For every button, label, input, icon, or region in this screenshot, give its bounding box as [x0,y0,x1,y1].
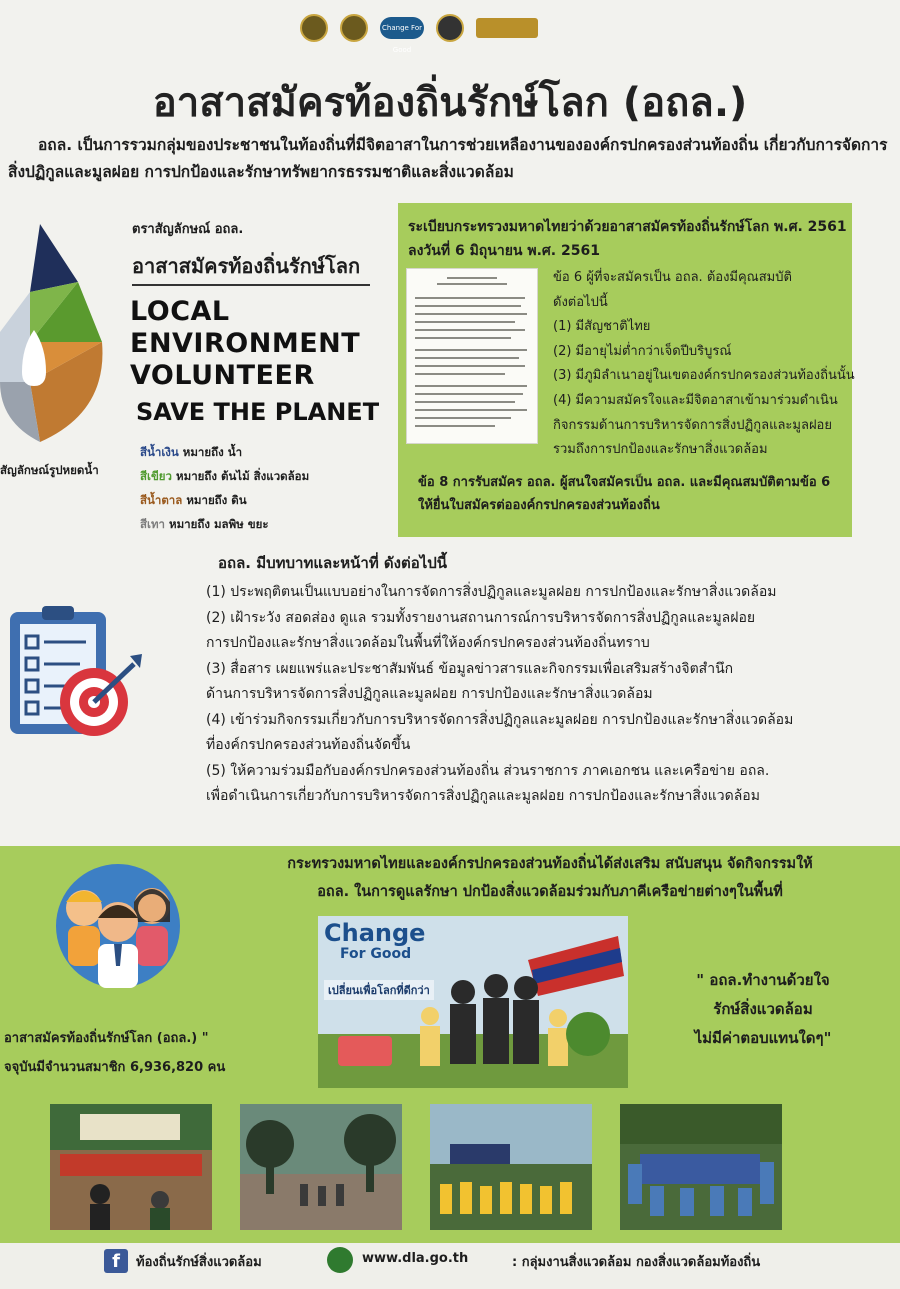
duty-line: (1) ประพฤติตนเป็นแบบอย่างในการจัดการสิ่งปฏิกูลและมูลฝอย การปกป้องและรักษาสิ่งแวดล้อม [206,584,777,600]
poster-tagline: เปลี่ยนเพื่อโลกที่ดีกว่า [324,980,434,1000]
activity-photo [240,1104,402,1230]
facebook-link[interactable]: ท้องถิ่นรักษ์สิ่งแวดล้อม [136,1255,262,1270]
ministry-seal-icon [300,14,328,42]
volunteer-caption: อาสาสมัครท้องถิ่นรักษ์โลก (อถล.) " [4,1031,209,1046]
legend-meaning: หมายถึง ต้นไม้ สิ่งแวดล้อม [176,469,310,483]
duty-line: (4) เข้าร่วมกิจกรรมเกี่ยวกับการบริหารจัดการสิ่งปฏิกูลและมูลฝอย การปกป้องและรักษาสิ่งแวดล้อม [206,711,794,728]
emblem-icon [436,14,464,42]
regulation-items [553,266,853,463]
quote-line: ไม่มีค่าตอบแทนใดๆ" [694,1029,832,1047]
legend-color-name: สีเขียว [140,469,173,483]
legend-item [140,488,309,512]
volunteer-count [4,1024,225,1082]
volunteers-illustration [48,862,188,990]
logo-divider [132,284,370,286]
regulation-footer [418,471,848,517]
quote-line: รักษ์สิ่งแวดล้อม [713,1000,813,1018]
member-count: จจุบันมีจำนวนสมาชิก 6,936,820 คน [4,1060,226,1075]
division-credit: : กลุ่มงานสิ่งแวดล้อม กองสิ่งแวดล้อมท้องถิ่น [512,1255,761,1270]
promo-line: อถล. ในการดูแลรักษา ปกป้องสิ่งแวดล้อมร่วมกับภาคีเครือข่ายต่างๆในพื้นที่ [317,884,783,900]
legend-item [140,512,309,536]
regulation-title [408,215,848,263]
globe-icon[interactable] [327,1247,353,1273]
department-logo [476,18,538,38]
activity-photo [430,1104,592,1230]
regulation-item: (2) มีอายุไม่ต่ำกว่าเจ็ดปีบริบูรณ์ [553,343,732,359]
eng-line-3: VOLUNTEER [130,360,315,391]
duty-line: (2) เฝ้าระวัง สอดส่อง ดูแล รวมทั้งรายงานสถานการณ์การบริหารจัดการสิ่งปฏิกูลและมูลฝอย [206,609,756,626]
partner-logos [300,14,538,54]
regulation-item: กิจกรรมด้านการบริหารจัดการสิ่งปฏิกูลและมูลฝอย [553,417,832,433]
logo-slogan: SAVE THE PLANET [136,398,380,426]
regulation-item: (4) มีความสมัครใจและมีจิตอาสาเข้ามาร่วมดำเนิน [553,392,838,408]
intro-text: อถล. เป็นการรวมกลุ่มของประชาชนในท้องถิ่นที่มีจิตอาสาในการช่วยเหลืองานขององค์กรปกครองส่วนท้องถิ่น เกี่ยวกับการจัดการสิ่งปฏิกูลและมูลฝอย การปกป้องและรักษาทรัพยากรธรรมชาติและสิ่งแวดล้อม [8,136,888,181]
drop-caption: สัญลักษณ์รูปหยดน้ำ [0,463,99,477]
regulation-item: (1) มีสัญชาติไทย [553,319,651,335]
eng-line-1: LOCAL [130,296,230,327]
legend-meaning: หมายถึง น้ำ [182,445,243,459]
dla-seal-icon [340,14,368,42]
quote-line: " อถล.ทำงานด้วยใจ [696,971,830,989]
promo-line: กระทรวงมหาดไทยและองค์กรปกครองส่วนท้องถิ่นได้ส่งเสริม สนับสนุน จัดกิจกรรมให้ [287,856,813,872]
regulation-footer-line: ให้ยื่นใบสมัครต่อองค์กรปกครองส่วนท้องถิ่น [418,498,660,513]
regulation-item: ข้อ 6 ผู้ที่จะสมัครเป็น อถล. ต้องมีคุณสมบัติ [553,270,792,285]
regulation-item: รวมถึงการปกป้องและรักษาสิ่งแวดล้อม [553,442,768,458]
logo-caption: ตราสัญลักษณ์ อถล. [132,222,244,237]
legend-meaning: หมายถึง ดิน [186,493,247,507]
volunteer-quote [640,966,886,1053]
duty-line: ด้านการบริหารจัดการสิ่งปฏิกูลและมูลฝอย การปกป้องและรักษาสิ่งแวดล้อม [206,686,653,702]
regulation-footer-line: ข้อ 8 การรับสมัคร อถล. ผู้สนใจสมัครเป็น อถล. และมีคุณสมบัติตามข้อ 6 [418,475,831,490]
water-drop-logo [0,222,110,447]
duty-line: (5) ให้ความร่วมมือกับองค์กรปกครองส่วนท้องถิ่น ส่วนราชการ ภาคเอกชน และเครือข่าย อถล. [206,762,770,779]
duty-line: เพื่อดำเนินการเกี่ยวกับการบริหารจัดการสิ่งปฏิกูลและมูลฝอย การปกป้องและรักษาสิ่งแวดล้อม [206,788,760,804]
duties-list [206,580,886,810]
legend-color-name: สีเทา [140,517,165,531]
duties-title: อถล. มีบทบาทและหน้าที่ ดังต่อไปนี้ [218,554,448,572]
legend-color-name: สีน้ำตาล [140,493,183,507]
legend-item [140,440,309,464]
footer [0,1243,900,1289]
eng-line-2: ENVIRONMENT [130,328,361,359]
change-for-good-logo: Change For Good [380,17,424,39]
promo-text [250,850,850,906]
facebook-icon[interactable]: f [104,1249,128,1273]
regulation-item: ดังต่อไปนี้ [553,294,608,310]
checklist-target-icon [6,606,146,741]
poster-brand: Change [324,919,426,947]
duty-line: การปกป้องและรักษาสิ่งแวดล้อมในพื้นที่ให้องค์กรปกครองส่วนท้องถิ่นทราบ [206,635,650,651]
duty-line: ที่องค์กรปกครองส่วนท้องถิ่นจัดขึ้น [206,737,411,753]
legend-color-name: สีน้ำเงิน [140,445,179,459]
regulation-item: (3) มีภูมิลำเนาอยู่ในเขตองค์กรปกครองส่วนท้องถิ่นนั้น [553,368,855,384]
website-link[interactable]: www.dla.go.th [362,1251,469,1266]
logo-name-th: อาสาสมัครท้องถิ่นรักษ์โลก [132,254,361,278]
regulation-date: ลงวันที่ 6 มิถุนายน พ.ศ. 2561 [408,243,600,259]
activity-photo [50,1104,212,1230]
poster-brand-sub: For Good [340,946,412,962]
page-title: อาสาสมัครท้องถิ่นรักษ์โลก (อถล.) [152,80,748,126]
activity-photo [620,1104,782,1230]
regulation-title-line: ระเบียบกระทรวงมหาดไทยว่าด้วยอาสาสมัครท้องถิ่นรักษ์โลก พ.ศ. 2561 [408,219,847,235]
duty-line: (3) สื่อสาร เผยแพร่และประชาสัมพันธ์ ข้อมูลข่าวสารและกิจกรรมเพื่อเสริมสร้างจิตสำนึก [206,660,734,677]
legend-item [140,464,309,488]
regulation-document-image [406,268,538,444]
color-legend [140,440,309,536]
legend-meaning: หมายถึง มลพิษ ขยะ [169,517,269,531]
logo-english-text [130,296,360,392]
change-for-good-poster [318,916,628,1088]
